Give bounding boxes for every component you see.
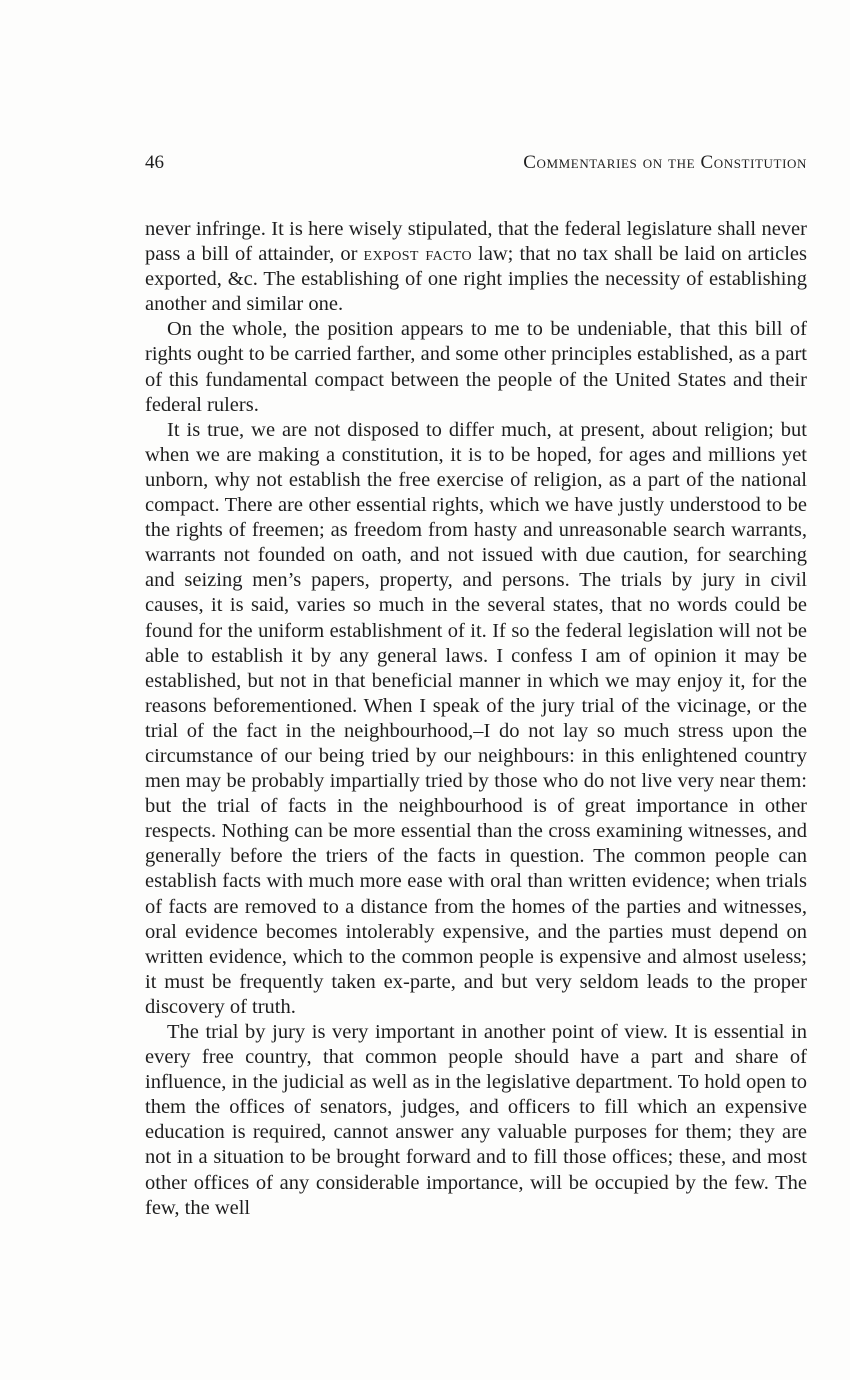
paragraph-1-text-start: never infringe. It is here wisely stipulated, that the federal legislature shall never pass a bill of attainder, or: [145, 218, 807, 266]
expost-facto-term: expost facto: [363, 243, 472, 266]
running-title: Commentaries on the Constitution: [523, 152, 807, 173]
paragraph-1-text-end: law; that no tax shall be laid on articles exported, &c. The establishing of one right implies the necessity of establishing another and similar one.: [145, 243, 807, 316]
page-number: 46: [145, 152, 164, 173]
paragraph-2: On the whole, the position appears to me to be undeniable, that this bill of rights ought to be carried farther, and some other principles established, as a part of this fundamental compact between the people of the United States and their federal rulers.: [145, 318, 807, 416]
body-text: [145, 217, 807, 1221]
paragraph-4: The trial by jury is very important in another point of view. It is essential in every free country, that common people should have a part and share of influence, in the judicial as well as in the legislative department. To hold open to them the offices of senators, judges, and officers to fill which an expensive education is required, cannot answer any valuable purposes for them; they are not in a situation to be brought forward and to fill those offices; these, and most other offices of any considerable importance, will be occupied by the few. The few, the well: [145, 1021, 807, 1219]
paragraph-1: [145, 217, 807, 317]
paragraph-3: It is true, we are not disposed to differ much, at present, about religion; but when we are making a constitution, it is to be hoped, for ages and millions yet unborn, why not establish the free exercise of religion, as a part of the national compact. There are other essential rights, which we have justly understood to be the rights of freemen; as freedom from hasty and unreasonable search warrants, warrants not founded on oath, and not issued with due caution, for searching and seizing men’s papers, property, and persons. The trials by jury in civil causes, it is said, varies so much in the several states, that no words could be found for the uniform establishment of it. If so the federal legislation will not be able to establish it by any general laws. I confess I am of opinion it may be established, but not in that beneficial manner in which we may enjoy it, for the reasons beforementioned. When I speak of the jury trial of the vicinage, or the trial of the fact in the neighbourhood,–I do not lay so much stress upon the circumstance of our being tried by our neighbours: in this enlightened country men may be probably impartially tried by those who do not live very near them: but the trial of facts in the neighbourhood is of great importance in other respects. Nothing can be more essential than the cross examining witnesses, and generally before the triers of the facts in question. The common people can establish facts with much more ease with oral than written evidence; when trials of facts are removed to a distance from the homes of the parties and witnesses, oral evidence becomes intolerably expensive, and the parties must depend on written evidence, which to the common people is expensive and almost useless; it must be frequently taken ex-parte, and but very seldom leads to the proper discovery of truth.: [145, 418, 807, 1018]
running-head: [145, 150, 807, 176]
